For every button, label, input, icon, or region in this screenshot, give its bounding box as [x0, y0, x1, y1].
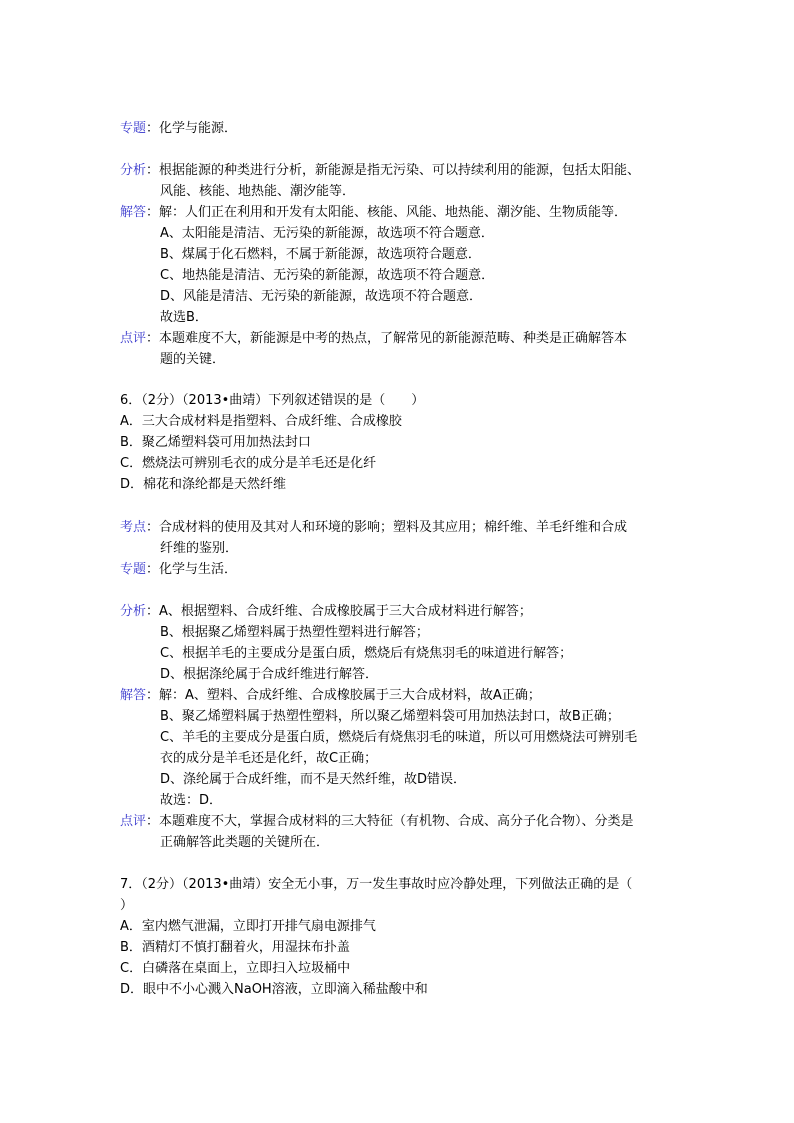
q6-zhuanti: 专题 ： 化学与生活．: [120, 559, 684, 580]
section-tag: 考点: [120, 520, 147, 535]
section-tag: 分析: [120, 604, 147, 619]
section-tag: 解答: [120, 205, 147, 220]
q6-option-b: B．聚乙烯塑料袋可用加热法封口: [120, 435, 311, 450]
q6-stem: 6．（2分）（2013•曲靖）下列叙述错误的是（ ）: [120, 393, 425, 408]
section-text: 正确解答此类题的关键所在．: [160, 835, 330, 850]
section-text: 化学与生活．: [159, 562, 238, 577]
section-text: A、太阳能是清洁、无污染的新能源，故选项不符合题意．: [160, 226, 494, 241]
q7-option-a: A．室内燃气泄漏，立即打开排气扇电源排气: [120, 919, 376, 934]
q6-dianping: 点评 ： 本题难度不大，掌握合成材料的三大特征（有机物、合成、高分子化合物）、分类是: [120, 811, 684, 832]
section-tag: 点评: [120, 814, 147, 829]
q7-option-d: D．眼中不小心溅入NaOH溶液，立即滴入稀盐酸中和: [120, 982, 428, 997]
q5-dianping: 点评 ： 本题难度不大，新能源是中考的热点，了解常见的新能源范畴、种类是正确解答本: [120, 328, 684, 349]
section-tag: 分析: [120, 163, 147, 178]
section-text: D、风能是清洁、无污染的新能源，故选项不符合题意．: [160, 289, 483, 304]
section-text: B、根据聚乙烯塑料属于热塑性塑料进行解答；: [160, 625, 429, 640]
section-text: 根据能源的种类进行分析，新能源是指无污染、可以持续利用的能源，包括太阳能、: [159, 163, 641, 178]
q5-zhuanti: 专题 ： 化学与能源．: [120, 118, 684, 139]
section-text: A、根据塑料、合成纤维、合成橡胶属于三大合成材料进行解答；: [159, 604, 532, 619]
q6-fenxi: 分析 ： A、根据塑料、合成纤维、合成橡胶属于三大合成材料进行解答；: [120, 601, 684, 622]
section-text: C、根据羊毛的主要成分是蛋白质，燃烧后有烧焦羽毛的味道进行解答；: [160, 646, 573, 661]
section-text: 本题难度不大，新能源是中考的热点，了解常见的新能源范畴、种类是正确解答本: [159, 331, 628, 346]
section-text: 风能、核能、地热能、潮汐能等．: [160, 184, 356, 199]
section-text: B、煤属于化石燃料，不属于新能源，故选项符合题意．: [160, 247, 481, 262]
section-text: C、羊毛的主要成分是蛋白质，燃烧后有烧焦羽毛的味道，所以可用燃烧法可辨别毛: [160, 730, 638, 745]
section-tag: 专题: [120, 562, 147, 577]
section-text: 解：A、塑料、合成纤维、合成橡胶属于三大合成材料，故A正确；: [159, 688, 541, 703]
section-text: 化学与能源．: [159, 121, 238, 136]
q6-option-a: A．三大合成材料是指塑料、合成纤维、合成橡胶: [120, 414, 402, 429]
q7-stem-cont: ）: [120, 898, 134, 913]
section-text: C、地热能是清洁、无污染的新能源，故选项不符合题意．: [160, 268, 495, 283]
q7-option-c: C．白磷落在桌面上，立即扫入垃圾桶中: [120, 961, 351, 976]
q6-option-d: D．棉花和涤纶都是天然纤维: [120, 477, 287, 492]
q6-option-c: C．燃烧法可辨别毛衣的成分是羊毛还是化纤: [120, 456, 377, 471]
section-tag: 点评: [120, 331, 147, 346]
q7-stem: 7．（2分）（2013•曲靖）安全无小事，万一发生事故时应冷静处理，下列做法正确的是（: [120, 877, 633, 892]
section-text: 合成材料的使用及其对人和环境的影响；塑料及其应用；棉纤维、羊毛纤维和合成: [159, 520, 628, 535]
section-text: 衣的成分是羊毛还是化纤，故C正确；: [160, 751, 378, 766]
section-text: 纤维的鉴别．: [160, 541, 239, 556]
section-text: 题的关键．: [160, 352, 226, 367]
q5-fenxi: 分析 ： 根据能源的种类进行分析，新能源是指无污染、可以持续利用的能源，包括太阳能、: [120, 160, 684, 181]
q6-jieda: 解答 ： 解：A、塑料、合成纤维、合成橡胶属于三大合成材料，故A正确；: [120, 685, 684, 706]
section-text: B、聚乙烯塑料属于热塑性塑料，所以聚乙烯塑料袋可用加热法封口，故B正确；: [160, 709, 620, 724]
section-text: 本题难度不大，掌握合成材料的三大特征（有机物、合成、高分子化合物）、分类是: [159, 814, 634, 829]
section-tag: 专题: [120, 121, 147, 136]
section-tag: 解答: [120, 688, 147, 703]
section-text: D、涤纶属于合成纤维，而不是天然纤维，故D错误．: [160, 772, 467, 787]
section-text: 解：人们正在利用和开发有太阳能、核能、风能、地热能、潮汐能、生物质能等．: [159, 205, 628, 220]
section-text: 故选B．: [160, 310, 208, 325]
section-text: 故选：D．: [160, 793, 223, 808]
q7-option-b: B．酒精灯不慎打翻着火，用湿抹布扑盖: [120, 940, 350, 955]
q5-jieda: 解答 ： 解：人们正在利用和开发有太阳能、核能、风能、地热能、潮汐能、生物质能等．: [120, 202, 684, 223]
section-text: D、根据涤纶属于合成纤维进行解答．: [160, 667, 379, 682]
q6-kaodian: 考点 ： 合成材料的使用及其对人和环境的影响；塑料及其应用；棉纤维、羊毛纤维和合成: [120, 517, 684, 538]
